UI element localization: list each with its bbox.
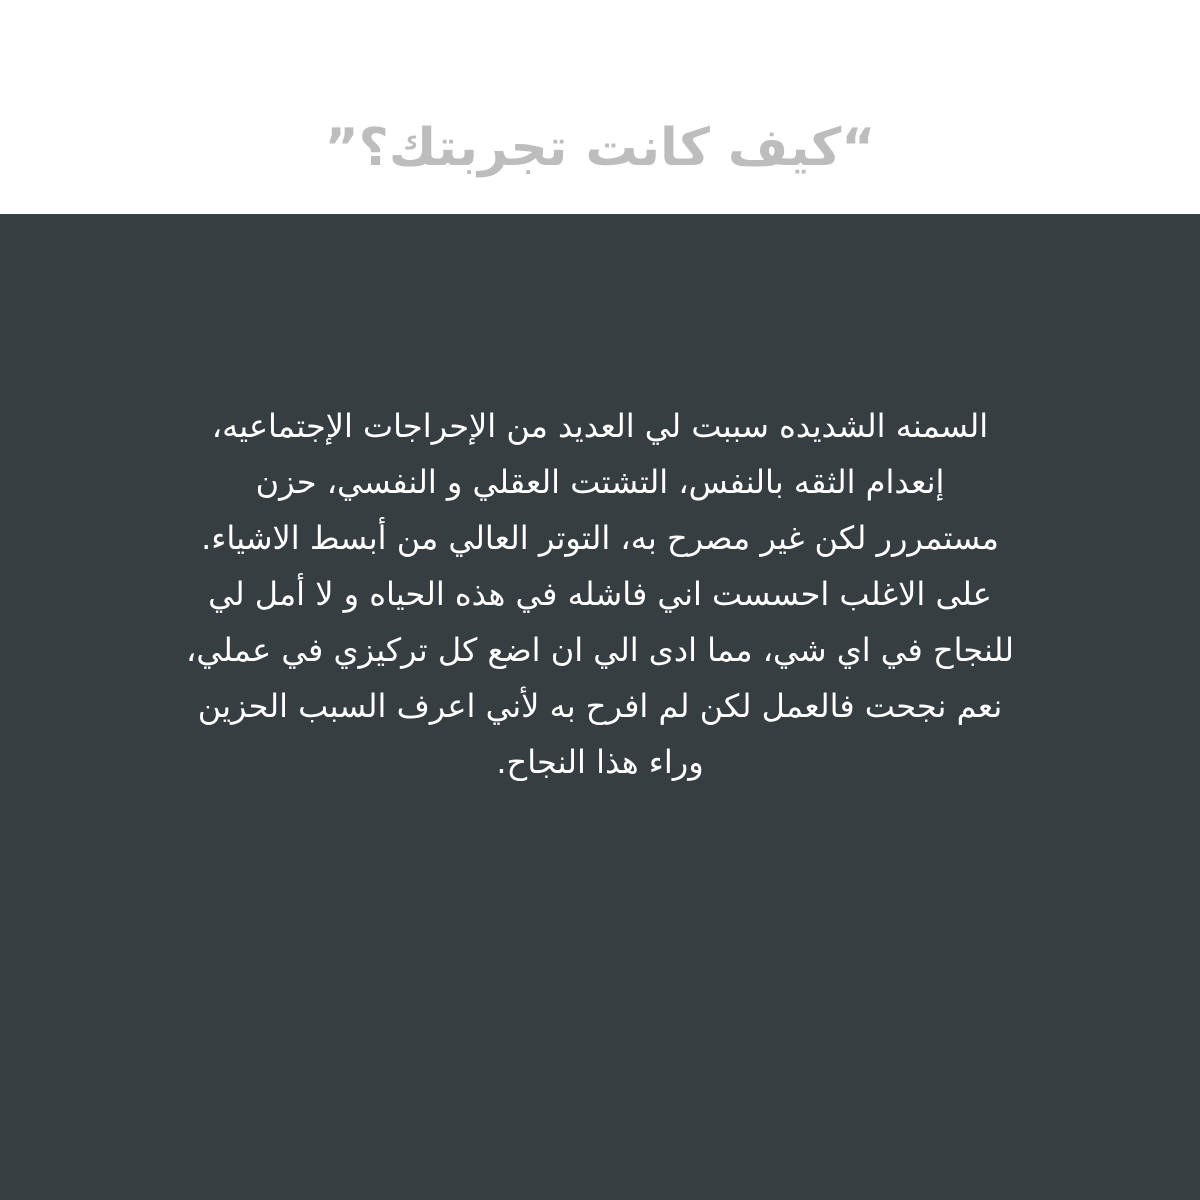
testimonial-line: نعم نجحت فالعمل لكن لم افرح به لأني اعرف السبب الحزين [197,687,1003,725]
header-section [0,0,1200,214]
testimonial-line: إنعدام الثقه بالنفس، التشتت العقلي و النفسي، حزن [255,463,945,501]
page-title: “كيف كانت تجربتك؟” [324,118,876,178]
testimonial-text [110,398,1090,790]
testimonial-line: وراء هذا النجاح. [496,743,704,781]
testimonial-line: للنجاح في اي شي، مما ادى الي ان اضع كل تركيزي في عملي، [186,631,1014,669]
testimonial-line: السمنه الشديده سببت لي العديد من الإحراجات الإجتماعيه، [211,407,989,445]
testimonial-line: على الاغلب احسست اني فاشله في هذه الحياه و لا أمل لي [208,575,992,613]
testimonial-line: مستمررر لكن غير مصرح به، التوتر العالي من أبسط الاشياء. [201,519,999,557]
